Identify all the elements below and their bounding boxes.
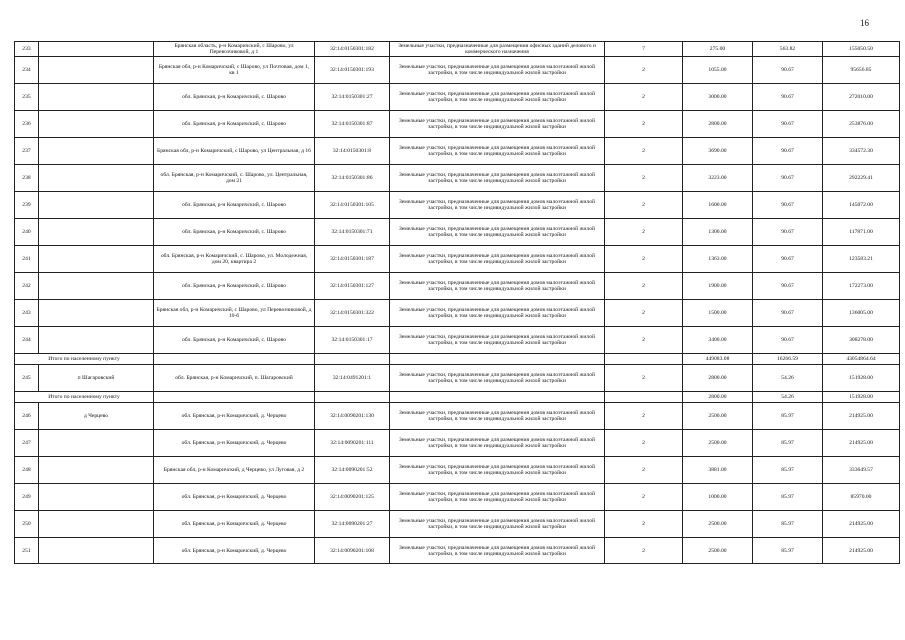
- address-cell: Брянская обл, р-н Комаричский, д Черцево, ул Луговая, д 2: [154, 457, 315, 484]
- land-use-type: Земельные участки, предназначенные для размещения домов малоэтажной жилой застройки, в том числе индивидуальной жилой застройки: [390, 192, 605, 219]
- cost-value: 308278.00: [823, 327, 900, 354]
- rate-value: 563.82: [753, 42, 823, 57]
- cadastral-number: 32:14:0150301:8: [315, 138, 390, 165]
- table-row: [15, 457, 900, 484]
- cadastral-number: 32:14:0090201:27: [315, 511, 390, 538]
- cost-value: 214925.00: [823, 430, 900, 457]
- cadastral-number: 32:14:0150301:71: [315, 219, 390, 246]
- rate-value: 90.67: [753, 300, 823, 327]
- row-number: 245: [15, 365, 39, 392]
- subtotal-label: Итого по населенному пункту: [15, 354, 154, 365]
- category-code: 2: [605, 192, 683, 219]
- rate-value: 54.26: [753, 365, 823, 392]
- category-code: 2: [605, 430, 683, 457]
- cost-value: 214925.00: [823, 511, 900, 538]
- table-row: [15, 42, 900, 57]
- subtotal-empty: [390, 354, 605, 365]
- settlement-name: [39, 165, 154, 192]
- area-value: 2500.00: [683, 403, 753, 430]
- cost-value: 136005.00: [823, 300, 900, 327]
- area-value: 2800.00: [683, 111, 753, 138]
- category-code: 7: [605, 42, 683, 57]
- table-row: [15, 403, 900, 430]
- settlement-name: [39, 273, 154, 300]
- land-use-type: Земельные участки, предназначенные для размещения домов малоэтажной жилой застройки, в том числе индивидуальной жилой застройки: [390, 84, 605, 111]
- cadastral-number: 32:14:0090201:108: [315, 538, 390, 564]
- subtotal-empty: [154, 354, 315, 365]
- category-code: 2: [605, 138, 683, 165]
- category-code: 2: [605, 246, 683, 273]
- cadastral-number: 32:14:0090201:130: [315, 403, 390, 430]
- area-value: 3400.00: [683, 327, 753, 354]
- land-use-type: Земельные участки, предназначенные для размещения домов малоэтажной жилой застройки, в том числе индивидуальной жилой застройки: [390, 57, 605, 84]
- category-code: 2: [605, 457, 683, 484]
- rate-value: 85.97: [753, 511, 823, 538]
- land-use-type: Земельные участки, предназначенные для размещения домов малоэтажной жилой застройки, в том числе индивидуальной жилой застройки: [390, 538, 605, 564]
- settlement-name: [39, 246, 154, 273]
- rate-value: 90.67: [753, 138, 823, 165]
- table-row: [15, 484, 900, 511]
- rate-value: 85.97: [753, 457, 823, 484]
- table-row: [15, 57, 900, 84]
- settlement-name: [39, 538, 154, 564]
- settlement-name: [39, 42, 154, 57]
- cadastral-number: 32:14:0150301:86: [315, 165, 390, 192]
- settlement-name: [39, 219, 154, 246]
- category-code: 2: [605, 273, 683, 300]
- row-number: 250: [15, 511, 39, 538]
- land-use-type: Земельные участки, предназначенные для размещения домов малоэтажной жилой застройки, в том числе индивидуальной жилой застройки: [390, 327, 605, 354]
- settlement-name: [39, 300, 154, 327]
- row-number: 235: [15, 84, 39, 111]
- area-value: 1600.00: [683, 192, 753, 219]
- land-use-type: Земельные участки, предназначенные для размещения домов малоэтажной жилой застройки, в том числе индивидуальной жилой застройки: [390, 111, 605, 138]
- settlement-name: [39, 111, 154, 138]
- row-number: 246: [15, 403, 39, 430]
- category-code: 2: [605, 165, 683, 192]
- table-row: [15, 246, 900, 273]
- table-row: [15, 111, 900, 138]
- subtotal-area: 2800.00: [683, 392, 753, 403]
- cost-value: 214925.00: [823, 538, 900, 564]
- address-cell: обл. Брянская, р-н Комаричский, с. Шарово: [154, 273, 315, 300]
- cost-value: 214925.00: [823, 403, 900, 430]
- cadastral-number: 32:14:0150301:187: [315, 246, 390, 273]
- address-cell: Брянская область, р-н Комаричский, с Шарово, ул Перевозчиковой, д 1: [154, 42, 315, 57]
- cost-value: 292229.41: [823, 165, 900, 192]
- row-number: 239: [15, 192, 39, 219]
- subtotal-empty: [315, 354, 390, 365]
- row-number: 243: [15, 300, 39, 327]
- subtotal-area: 449083.08: [683, 354, 753, 365]
- subtotal-label: Итого по населенному пункту: [15, 392, 154, 403]
- cadastral-number: 32:14:0150301:127: [315, 273, 390, 300]
- cost-value: 85970.00: [823, 484, 900, 511]
- address-cell: Брянская обл, р-н Комаричский, с Шарово, ул Почтовая, дом 1, кв 1: [154, 57, 315, 84]
- rate-value: 90.67: [753, 246, 823, 273]
- row-number: 233: [15, 42, 39, 57]
- subtotal-empty: [605, 392, 683, 403]
- cadastral-number: 32:14:0491201:1: [315, 365, 390, 392]
- address-cell: обл. Брянская, р-н Комаричский, д. Черцево: [154, 538, 315, 564]
- rate-value: 90.67: [753, 111, 823, 138]
- address-cell: обл. Брянская, р-н Комаричский, с. Шарово: [154, 219, 315, 246]
- area-value: 1055.00: [683, 57, 753, 84]
- settlement-name: д Черцево: [39, 403, 154, 430]
- land-use-type: Земельные участки, предназначенные для размещения домов малоэтажной жилой застройки, в том числе индивидуальной жилой застройки: [390, 165, 605, 192]
- rate-value: 90.67: [753, 327, 823, 354]
- rate-value: 90.67: [753, 165, 823, 192]
- rate-value: 85.97: [753, 484, 823, 511]
- table-row: [15, 511, 900, 538]
- address-cell: обл. Брянская, р-н Комаричский, д. Черцево: [154, 484, 315, 511]
- cost-value: 145072.00: [823, 192, 900, 219]
- cost-value: 172273.00: [823, 273, 900, 300]
- cadastral-number: 32:14:0090201:52: [315, 457, 390, 484]
- land-use-type: Земельные участки, предназначенные для размещения домов малоэтажной жилой застройки, в том числе индивидуальной жилой застройки: [390, 484, 605, 511]
- settlement-name: [39, 327, 154, 354]
- area-value: 275.00: [683, 42, 753, 57]
- cost-value: 334572.30: [823, 138, 900, 165]
- area-value: 3223.00: [683, 165, 753, 192]
- cost-value: 272010.00: [823, 84, 900, 111]
- subtotal-rate: 16266.59: [753, 354, 823, 365]
- address-cell: обл. Брянская, р-н Комаричский, с. Шарово, ул. Центральная, дом 21: [154, 165, 315, 192]
- area-value: 1300.00: [683, 219, 753, 246]
- cost-value: 151928.00: [823, 365, 900, 392]
- rate-value: 90.67: [753, 219, 823, 246]
- subtotal-empty: [390, 392, 605, 403]
- table-row: [15, 138, 900, 165]
- cadastral-number: 32:14:0150301:27: [315, 84, 390, 111]
- land-use-type: Земельные участки, предназначенные для размещения домов малоэтажной жилой застройки, в том числе индивидуальной жилой застройки: [390, 511, 605, 538]
- rate-value: 90.67: [753, 192, 823, 219]
- category-code: 2: [605, 111, 683, 138]
- row-number: 238: [15, 165, 39, 192]
- area-value: 3690.00: [683, 138, 753, 165]
- category-code: 2: [605, 484, 683, 511]
- row-number: 234: [15, 57, 39, 84]
- land-use-type: Земельные участки, предназначенные для размещения домов малоэтажной жилой застройки, в том числе индивидуальной жилой застройки: [390, 219, 605, 246]
- cost-value: 123583.21: [823, 246, 900, 273]
- cost-value: 333649.57: [823, 457, 900, 484]
- cadastral-number: 32:14:0150301:17: [315, 327, 390, 354]
- subtotal-cost: 43054864.64: [823, 354, 900, 365]
- cadastral-number: 32:14:0150301:182: [315, 42, 390, 57]
- subtotal-empty: [605, 354, 683, 365]
- area-value: 1363.00: [683, 246, 753, 273]
- settlement-name: [39, 511, 154, 538]
- subtotal-row: [15, 392, 900, 403]
- cadastral-number: 32:14:0090201:125: [315, 484, 390, 511]
- address-cell: обл. Брянская, р-н Комаричский, д. Черцево: [154, 430, 315, 457]
- land-use-type: Земельные участки, предназначенные для размещения домов малоэтажной жилой застройки, в том числе индивидуальной жилой застройки: [390, 457, 605, 484]
- cadastral-number: 32:14:0150301:87: [315, 111, 390, 138]
- table-row: [15, 165, 900, 192]
- row-number: 251: [15, 538, 39, 564]
- rate-value: 90.67: [753, 84, 823, 111]
- rate-value: 85.97: [753, 403, 823, 430]
- table-row: [15, 327, 900, 354]
- cost-value: 117871.00: [823, 219, 900, 246]
- settlement-name: [39, 457, 154, 484]
- settlement-name: п Шагаровский: [39, 365, 154, 392]
- area-value: 2500.00: [683, 538, 753, 564]
- land-use-type: Земельные участки, предназначенные для размещения домов малоэтажной жилой застройки, в том числе индивидуальной жилой застройки: [390, 138, 605, 165]
- row-number: 240: [15, 219, 39, 246]
- row-number: 242: [15, 273, 39, 300]
- subtotal-cost: 151928.00: [823, 392, 900, 403]
- rate-value: 90.67: [753, 57, 823, 84]
- row-number: 247: [15, 430, 39, 457]
- area-value: 1900.00: [683, 273, 753, 300]
- land-use-type: Земельные участки, предназначенные для размещения домов малоэтажной жилой застройки, в том числе индивидуальной жилой застройки: [390, 365, 605, 392]
- table-row: [15, 219, 900, 246]
- area-value: 2800.00: [683, 365, 753, 392]
- settlement-name: [39, 84, 154, 111]
- category-code: 2: [605, 538, 683, 564]
- rate-value: 85.97: [753, 430, 823, 457]
- subtotal-empty: [154, 392, 315, 403]
- category-code: 2: [605, 511, 683, 538]
- land-use-type: Земельные участки, предназначенные для размещения домов малоэтажной жилой застройки, в том числе индивидуальной жилой застройки: [390, 273, 605, 300]
- area-value: 1000.00: [683, 484, 753, 511]
- address-cell: обл. Брянская, р-н Комаричский, с. Шарово: [154, 192, 315, 219]
- category-code: 2: [605, 403, 683, 430]
- page-number: 16: [860, 18, 869, 28]
- category-code: 2: [605, 365, 683, 392]
- land-use-type: Земельные участки, предназначенные для размещения домов малоэтажной жилой застройки, в том числе индивидуальной жилой застройки: [390, 300, 605, 327]
- rate-value: 85.97: [753, 538, 823, 564]
- address-cell: обл. Брянская, р-н Комаричский, с. Шарово: [154, 84, 315, 111]
- row-number: 248: [15, 457, 39, 484]
- settlement-name: [39, 430, 154, 457]
- row-number: 236: [15, 111, 39, 138]
- subtotal-row: [15, 354, 900, 365]
- category-code: 2: [605, 327, 683, 354]
- land-use-type: Земельные участки, предназначенные для размещения домов малоэтажной жилой застройки, в том числе индивидуальной жилой застройки: [390, 246, 605, 273]
- address-cell: обл. Брянская, р-н Комаричский, с. Шарово: [154, 111, 315, 138]
- address-cell: обл. Брянская, р-н Комаричский, д. Черцево: [154, 403, 315, 430]
- cadastral-number: 32:14:0150301:105: [315, 192, 390, 219]
- address-cell: Брянская обл, р-н Комаричский, с Шарово, ул Перевозчиковой, д 10-б: [154, 300, 315, 327]
- row-number: 237: [15, 138, 39, 165]
- land-use-type: Земельные участки, предназначенные для размещения офисных зданий делового и коммерческого назначения: [390, 42, 605, 57]
- table-row: [15, 538, 900, 564]
- land-use-type: Земельные участки, предназначенные для размещения домов малоэтажной жилой застройки, в том числе индивидуальной жилой застройки: [390, 403, 605, 430]
- table-row: [15, 273, 900, 300]
- cost-value: 155050.50: [823, 42, 900, 57]
- cadastral-number: 32:14:0150301:322: [315, 300, 390, 327]
- area-value: 1500.00: [683, 300, 753, 327]
- category-code: 2: [605, 300, 683, 327]
- land-use-type: Земельные участки, предназначенные для размещения домов малоэтажной жилой застройки, в том числе индивидуальной жилой застройки: [390, 430, 605, 457]
- address-cell: обл. Брянская, р-н Комаричский, с. Шарово, ул. Молодежная, дом 20, квартира 2: [154, 246, 315, 273]
- rate-value: 90.67: [753, 273, 823, 300]
- table-body: [15, 42, 900, 564]
- settlement-name: [39, 138, 154, 165]
- address-cell: обл. Брянская, р-н Комаричский, д. Черцево: [154, 511, 315, 538]
- category-code: 2: [605, 84, 683, 111]
- settlement-name: [39, 192, 154, 219]
- table-row: [15, 192, 900, 219]
- table-row: [15, 300, 900, 327]
- row-number: 241: [15, 246, 39, 273]
- row-number: 244: [15, 327, 39, 354]
- cost-value: 95656.85: [823, 57, 900, 84]
- settlement-name: [39, 57, 154, 84]
- area-value: 3881.00: [683, 457, 753, 484]
- cadastral-number: 32:14:0150301:193: [315, 57, 390, 84]
- table-row: [15, 430, 900, 457]
- settlement-name: [39, 484, 154, 511]
- subtotal-empty: [315, 392, 390, 403]
- area-value: 2500.00: [683, 430, 753, 457]
- land-plots-table: [14, 41, 900, 564]
- table-row: [15, 365, 900, 392]
- subtotal-rate: 54.26: [753, 392, 823, 403]
- row-number: 249: [15, 484, 39, 511]
- category-code: 2: [605, 57, 683, 84]
- address-cell: обл. Брянская, р-н Комаричский, с. Шарово: [154, 327, 315, 354]
- area-value: 3000.00: [683, 84, 753, 111]
- cadastral-number: 32:14:0090201:111: [315, 430, 390, 457]
- cost-value: 253876.00: [823, 111, 900, 138]
- area-value: 2500.00: [683, 511, 753, 538]
- address-cell: обл. Брянская, р-н Комаричский, п. Шагаровский: [154, 365, 315, 392]
- address-cell: Брянская обл, р-н Комаричский, с Шарово, ул Центральная, д 16: [154, 138, 315, 165]
- category-code: 2: [605, 219, 683, 246]
- table-row: [15, 84, 900, 111]
